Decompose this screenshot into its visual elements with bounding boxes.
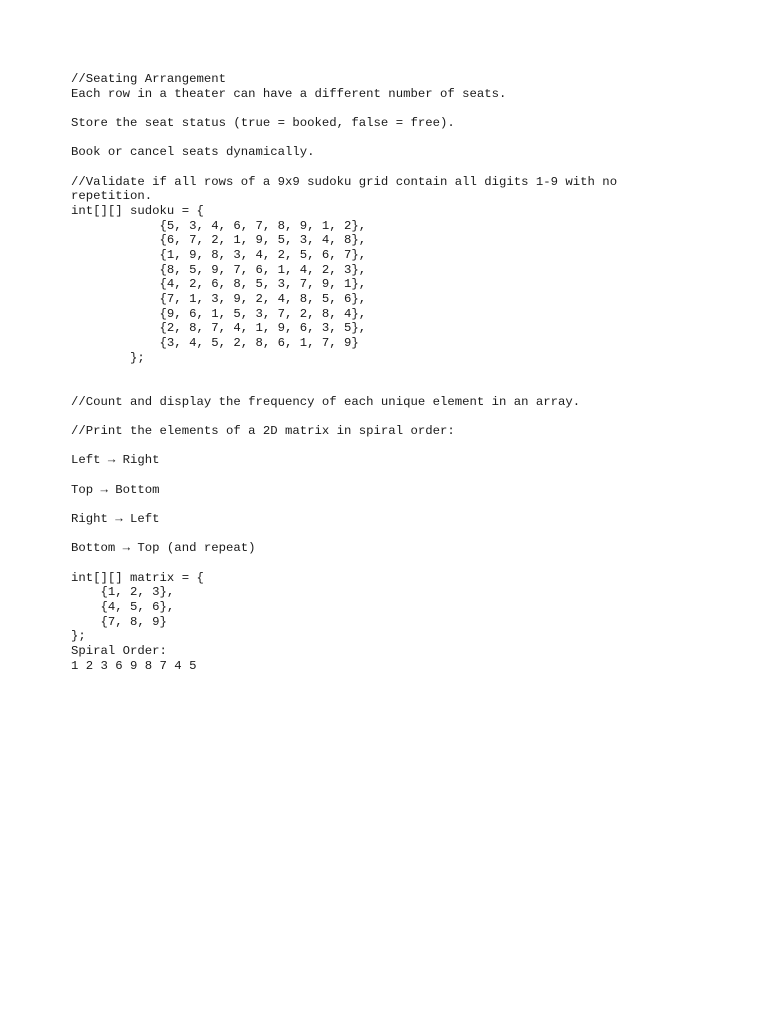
spiral-order-output: 1 2 3 6 9 8 7 4 5 [71, 658, 197, 673]
blank-line [71, 468, 671, 483]
seating-description: Each row in a theater can have a different number of seats. [71, 86, 507, 101]
sudoku-row: {6, 7, 2, 1, 9, 5, 3, 4, 8}, [71, 233, 367, 248]
sudoku-row: {7, 1, 3, 9, 2, 4, 8, 5, 6}, [71, 292, 367, 307]
blank-line [71, 160, 671, 175]
spiral-step-left-right: Left → Right [71, 453, 160, 468]
sudoku-row: {9, 6, 1, 5, 3, 7, 2, 8, 4}, [71, 306, 367, 321]
sudoku-row: {2, 8, 7, 4, 1, 9, 6, 3, 5}, [71, 321, 367, 336]
blank-line [71, 131, 671, 146]
blank-line [71, 556, 671, 571]
sudoku-closing: }; [71, 350, 145, 365]
blank-line [71, 497, 671, 512]
book-cancel-note: Book or cancel seats dynamically. [71, 145, 315, 160]
comment-sudoku-heading: //Validate if all rows of a 9x9 sudoku grid contain all digits 1-9 with no [71, 174, 618, 189]
comment-seating-heading: //Seating Arrangement [71, 72, 226, 86]
spiral-step-right-left: Right → Left [71, 512, 160, 527]
sudoku-row: {5, 3, 4, 6, 7, 8, 9, 1, 2}, [71, 218, 367, 233]
blank-line [71, 439, 671, 454]
sudoku-row: {3, 4, 5, 2, 8, 6, 1, 7, 9} [71, 336, 359, 351]
matrix-row: {4, 5, 6}, [71, 600, 175, 615]
spiral-step-bottom-top: Bottom → Top (and repeat) [71, 541, 256, 556]
seat-status-note: Store the seat status (true = booked, false = free). [71, 116, 455, 130]
sudoku-declaration: int[][] sudoku = { [71, 204, 204, 218]
sudoku-row: {8, 5, 9, 7, 6, 1, 4, 2, 3}, [71, 262, 367, 277]
spiral-step-top-bottom: Top → Bottom [71, 482, 160, 497]
comment-frequency-heading: //Count and display the frequency of each unique element in an array. [71, 394, 581, 409]
matrix-row: {1, 2, 3}, [71, 585, 175, 600]
comment-sudoku-heading-cont: repetition. [71, 189, 153, 204]
comment-spiral-heading: //Print the elements of a 2D matrix in spiral order: [71, 424, 455, 439]
matrix-declaration: int[][] matrix = { [71, 570, 204, 585]
matrix-row: {7, 8, 9} [71, 614, 167, 629]
blank-line [71, 527, 671, 542]
blank-line [71, 409, 671, 424]
matrix-closing: }; [71, 629, 86, 644]
blank-line [71, 101, 671, 116]
blank-line [71, 380, 671, 395]
spiral-order-label: Spiral Order: [71, 644, 167, 659]
sudoku-row: {1, 9, 8, 3, 4, 2, 5, 6, 7}, [71, 248, 367, 263]
blank-line [71, 365, 671, 380]
sudoku-row: {4, 2, 6, 8, 5, 3, 7, 9, 1}, [71, 277, 367, 292]
document-page [71, 72, 671, 673]
